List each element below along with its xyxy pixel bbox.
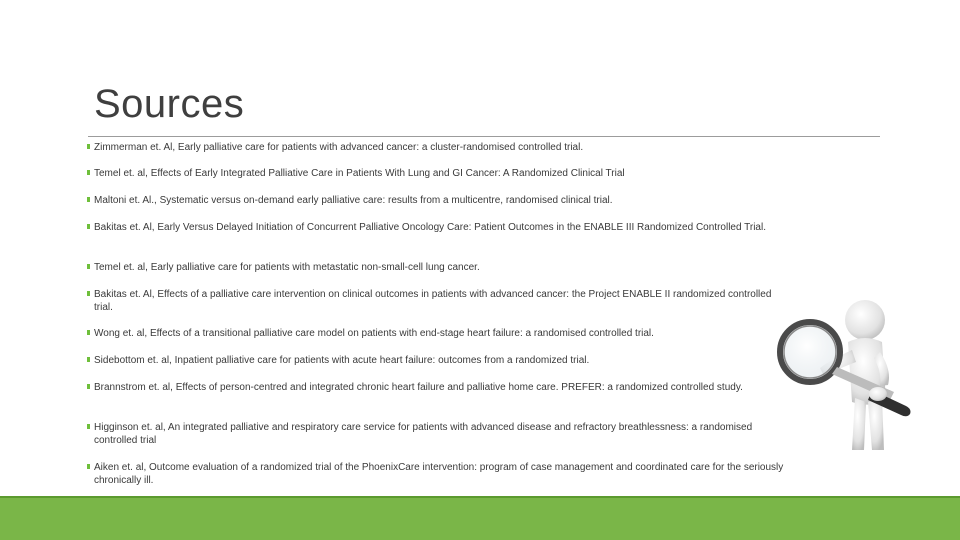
slide-title: Sources	[94, 82, 245, 126]
source-citation: Bakitas et. Al, Early Versus Delayed Initiation of Concurrent Palliative Oncology Care: Patient Outcomes in the ENABLE III Randomized Controlled Trial.	[94, 222, 766, 233]
bullet-icon	[87, 224, 90, 229]
bullet-icon	[87, 384, 90, 389]
source-citation: Aiken et. al, Outcome evaluation of a randomized trial of the PhoenixCare intervention: program of case management and coordinated care for the seriously chronically ill.	[94, 462, 784, 486]
source-citation: Higginson et. al, An integrated palliative and respiratory care service for patients with advanced disease and refractory breathlessness: a randomised controlled trial	[94, 422, 753, 446]
source-citation: Brannstrom et. al, Effects of person-centred and integrated chronic heart failure and palliative home care. PREFER: a randomized controlled study.	[94, 382, 743, 393]
bullet-icon	[87, 264, 90, 269]
list-item	[87, 194, 787, 207]
source-citation: Wong et. al, Effects of a transitional palliative care model on patients with end-stage heart failure: a randomised controlled trial.	[94, 328, 654, 339]
source-citation: Maltoni et. Al., Systematic versus on-demand early palliative care: results from a multicentre, randomised clinical trial.	[94, 195, 613, 206]
bullet-icon	[87, 144, 90, 149]
list-item	[87, 288, 787, 314]
source-citation: Zimmerman et. Al, Early palliative care for patients with advanced cancer: a cluster-randomised controlled trial.	[94, 142, 584, 153]
source-citation: Bakitas et. Al, Effects of a palliative care intervention on clinical outcomes in patients with advanced cancer: the Project ENABLE II randomized controlled trial.	[94, 289, 772, 313]
source-citation: Temel et. al, Effects of Early Integrated Palliative Care in Patients With Lung and GI Cancer: A Randomized Clinical Trial	[94, 168, 625, 179]
source-citation: Temel et. al, Early palliative care for patients with metastatic non-small-cell lung cancer.	[94, 262, 480, 273]
list-item	[87, 381, 787, 394]
bullet-icon	[87, 424, 90, 429]
bullet-icon	[87, 464, 90, 469]
list-item	[87, 261, 787, 274]
bullet-icon	[87, 357, 90, 362]
bullet-icon	[87, 291, 90, 296]
bullet-icon	[87, 197, 90, 202]
footer-edge	[0, 496, 960, 498]
source-citation: Sidebottom et. al, Inpatient palliative care for patients with acute heart failure: outcomes from a randomized trial.	[94, 355, 590, 366]
list-item	[87, 221, 787, 234]
list-item	[87, 167, 787, 180]
list-item	[87, 141, 787, 154]
magnifying-glass-figure-icon	[760, 290, 930, 460]
footer-band	[0, 496, 960, 540]
list-item	[87, 421, 787, 447]
bullet-icon	[87, 170, 90, 175]
list-item	[87, 461, 787, 487]
title-divider	[88, 136, 880, 137]
list-item	[87, 327, 787, 340]
list-item	[87, 354, 787, 367]
bullet-icon	[87, 330, 90, 335]
